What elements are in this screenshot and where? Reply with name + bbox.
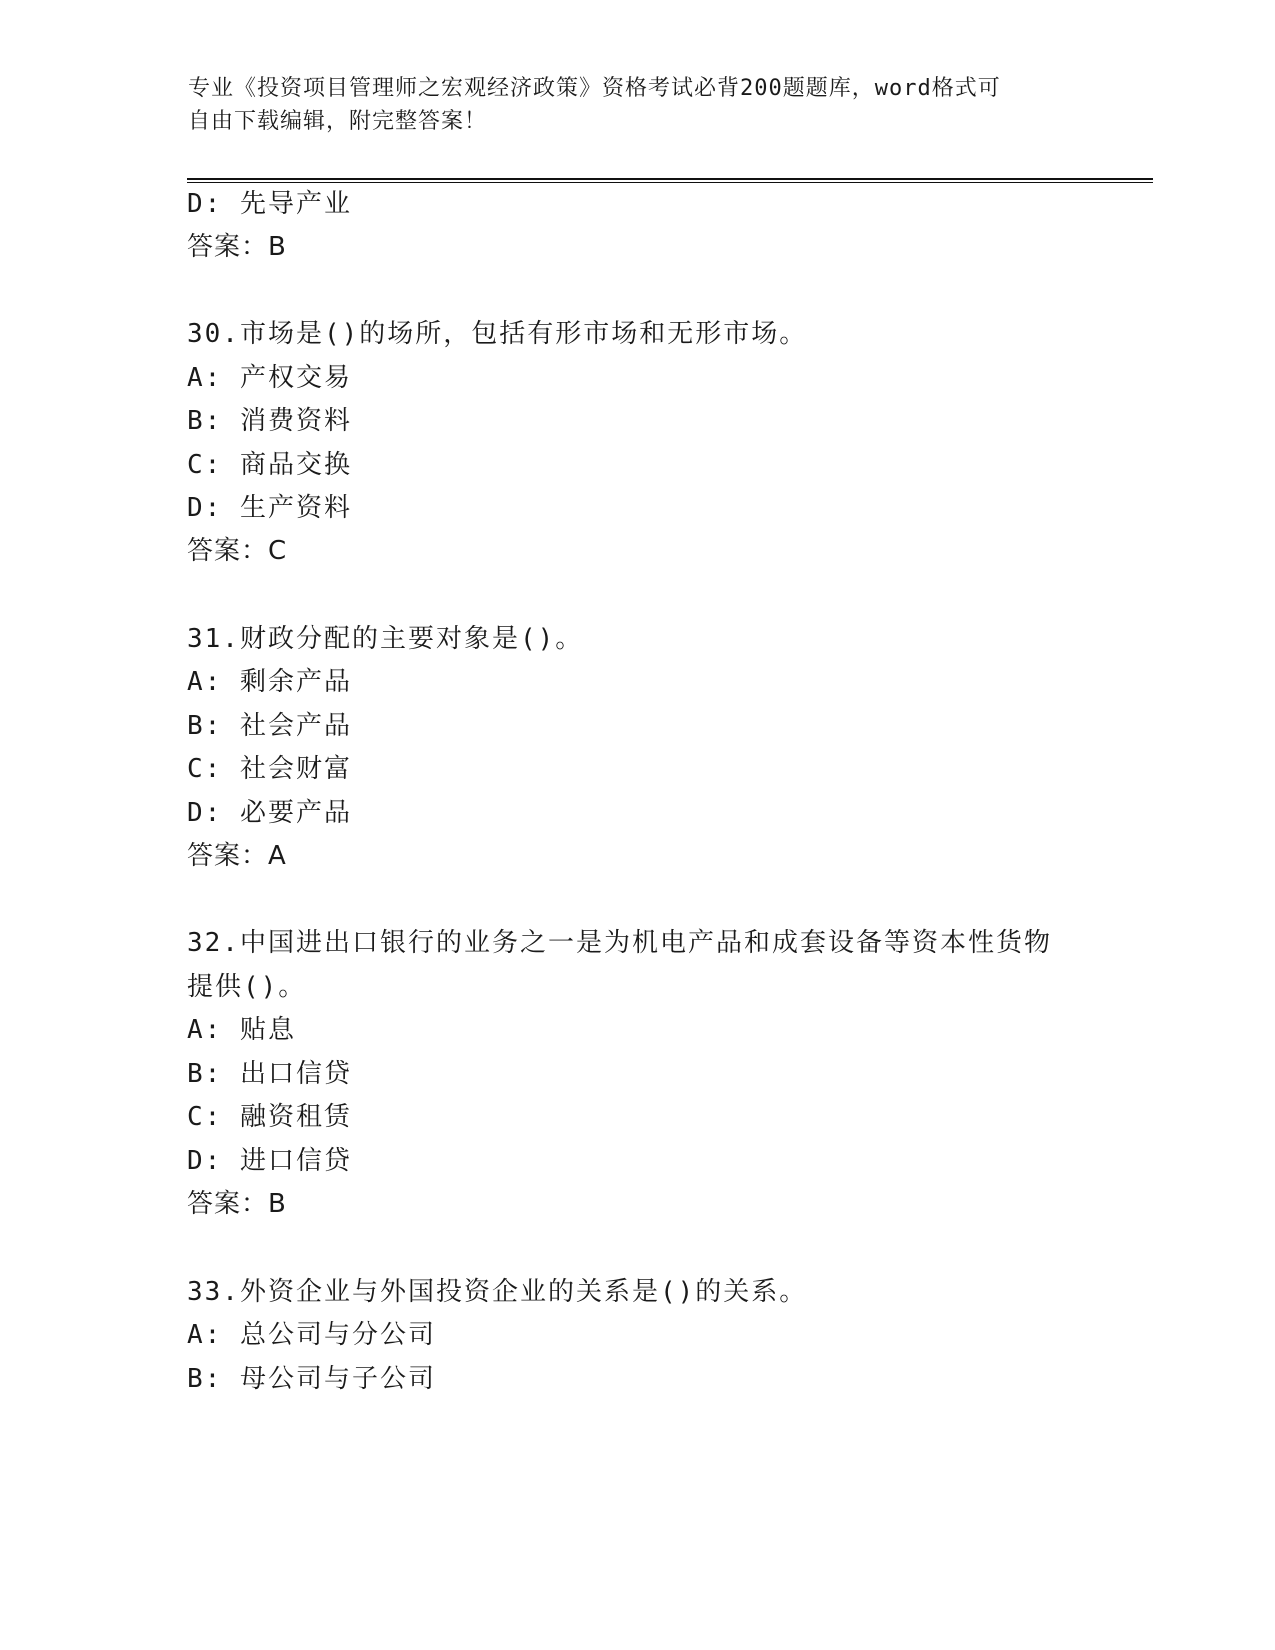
question-30-answer: 答案：C [187, 536, 288, 566]
question-32-answer: 答案：B [187, 1189, 287, 1219]
question-32-option-d: D: 进口信贷 [187, 1146, 352, 1176]
header-line-2: 自由下载编辑，附完整答案！ [188, 109, 488, 134]
question-31-option-d: D: 必要产品 [187, 798, 352, 828]
header-line-1: 专业《投资项目管理师之宏观经济政策》资格考试必背200题题库，word格式可 [188, 76, 1001, 101]
question-32-stem-line-2: 提供()。 [187, 972, 307, 1002]
document-header [188, 72, 1068, 138]
option-d: D: 先导产业 [187, 189, 352, 219]
question-31-answer: 答案：A [187, 841, 287, 871]
question-33-option-a: A: 总公司与分公司 [187, 1320, 436, 1350]
question-30-stem: 30.市场是()的场所，包括有形市场和无形市场。 [187, 319, 808, 349]
header-divider [187, 178, 1153, 183]
question-31-stem: 31.财政分配的主要对象是()。 [187, 624, 584, 654]
question-30-option-a: A: 产权交易 [187, 363, 352, 393]
answer: 答案：B [187, 232, 287, 262]
question-30-option-c: C: 商品交换 [187, 450, 352, 480]
question-31-option-b: B: 社会产品 [187, 711, 352, 741]
question-31-option-a: A: 剩余产品 [187, 667, 352, 697]
question-30-option-d: D: 生产资料 [187, 493, 352, 523]
question-32-option-a: A: 贴息 [187, 1015, 296, 1045]
question-31-option-c: C: 社会财富 [187, 754, 352, 784]
question-32-option-b: B: 出口信贷 [187, 1059, 352, 1089]
question-33-option-b: B: 母公司与子公司 [187, 1364, 436, 1394]
question-32-stem-line-1: 32.中国进出口银行的业务之一是为机电产品和成套设备等资本性货物 [187, 928, 1052, 958]
question-32-option-c: C: 融资租赁 [187, 1102, 352, 1132]
question-30-option-b: B: 消费资料 [187, 406, 352, 436]
question-33-stem: 33.外资企业与外国投资企业的关系是()的关系。 [187, 1277, 808, 1307]
